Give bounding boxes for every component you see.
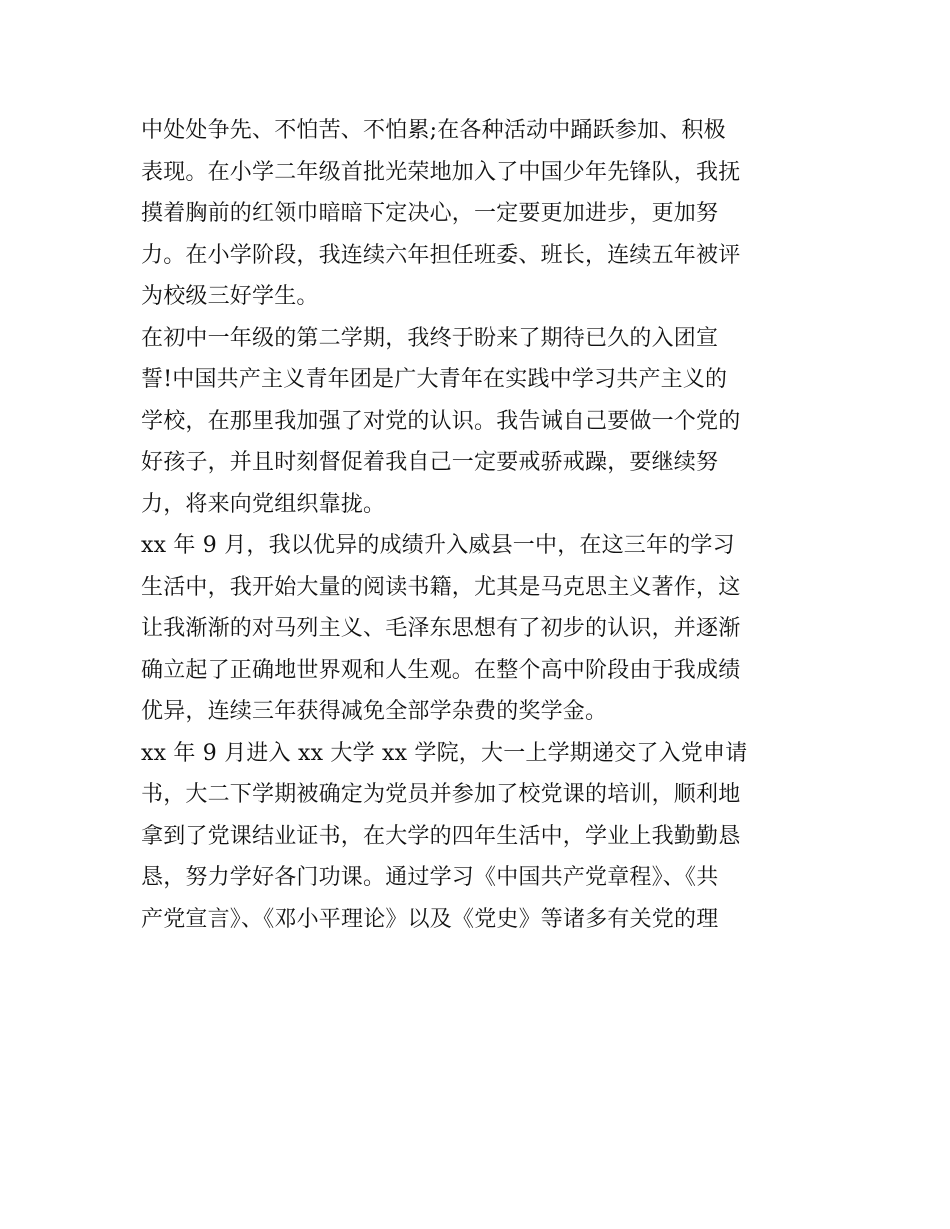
text-line: 恳，努力学好各门功课。通过学习《中国共产党章程》、《共	[141, 865, 719, 890]
text-line: 生活中，我开始大量的阅读书籍，尤其是马克思主义著作，这	[141, 574, 741, 600]
text-line: 为校级三好学生。	[141, 284, 319, 309]
document-body	[141, 110, 821, 940]
text-line: 表现。在小学二年级首批光荣地加入了中国少年先锋队，我抚	[141, 159, 741, 185]
text-line: 拿到了党课结业证书，在大学的四年生活中，学业上我勤勤恳	[141, 823, 741, 849]
text-line: xx 年 9 月，我以优异的成绩升入威县一中，在这三年的学习	[141, 533, 735, 558]
text-line: 产党宣言》、《邓小平理论》以及《党史》等诸多有关党的理	[141, 906, 719, 932]
text-line: 学校，在那里我加强了对党的认识。我告诫自己要做一个党的	[141, 408, 741, 434]
text-line: 确立起了正确地世界观和人生观。在整个高中阶段由于我成绩	[141, 657, 741, 683]
text-line: 让我渐渐的对马列主义、毛泽东思想有了初步的认识，并逐渐	[141, 616, 741, 641]
text-line: 中处处争先、不怕苦、不怕累;在各种活动中踊跃参加、积极	[141, 118, 726, 143]
text-line: 好孩子，并且时刻督促着我自己一定要戒骄戒躁，要继续努	[141, 450, 719, 475]
text-line: 在初中一年级的第二学期，我终于盼来了期待已久的入团宣	[141, 325, 719, 351]
text-line: 力，将来向党组织靠拢。	[141, 491, 386, 517]
text-line: 书，大二下学期被确定为党员并参加了校党课的培训，顺利地	[141, 782, 741, 807]
text-line: 力。在小学阶段，我连续六年担任班委、班长，连续五年被评	[141, 242, 741, 268]
text-line: 优异，连续三年获得减免全部学杂费的奖学金。	[141, 699, 608, 724]
text-line: 摸着胸前的红领巾暗暗下定决心，一定要更加进步，更加努	[141, 201, 719, 226]
text-line: xx 年 9 月进入 xx 大学 xx 学院，大一上学期递交了入党申请	[141, 740, 748, 766]
text-line: 誓!中国共产主义青年团是广大青年在实践中学习共产主义的	[141, 367, 728, 392]
